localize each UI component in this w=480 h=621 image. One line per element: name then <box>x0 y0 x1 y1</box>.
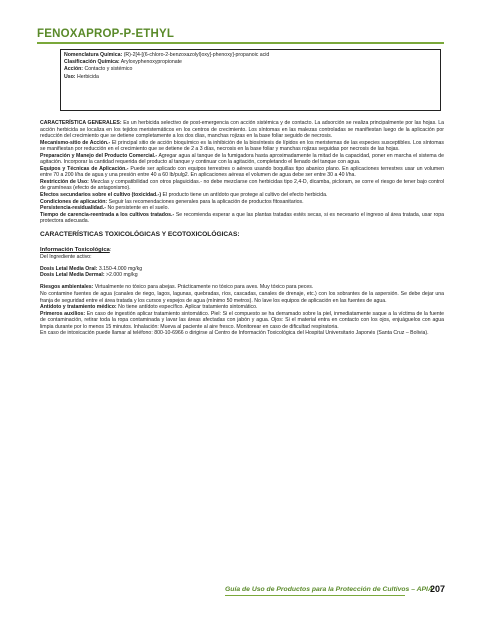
nomenclatura-label: Nomenclatura Química: <box>64 52 123 58</box>
product-info-box <box>60 49 441 111</box>
page-title: FENOXAPROP-P-ETHYL <box>37 28 175 40</box>
clasificacion-label: Clasificación Química: <box>64 59 120 66</box>
tiempo-paragraph <box>40 212 444 225</box>
condiciones-text: Seguir las recomendaciones generales para la aplicación de productos fitosanitarios. <box>108 198 304 205</box>
primeros-paragraph <box>40 311 444 331</box>
persistencia-label: Persistencia-residualidad.- <box>40 205 107 212</box>
tiempo-text: Se recomienda esperar a que las plantas tratadas estés secas, si es necesario el ingreso al área tratada, usar ropa protectora adecuada. <box>40 211 444 225</box>
riesgos-label: Riesgos ambientales: <box>40 284 94 291</box>
page-number: 207 <box>429 584 445 594</box>
caracteristicas-label: CARACTERÍSTICA GENERALES: <box>40 120 122 126</box>
uso-row <box>64 74 437 81</box>
info-tox-sub: Del Ingrediente activo: <box>40 253 92 260</box>
oral-value: 3.150-4.000 mg/kg <box>98 265 143 272</box>
persistencia-text: No persistente en el suelo. <box>107 205 169 212</box>
dermal-value: >2.000 mg/kg <box>106 272 138 279</box>
accion-value: Contacto y sistémico <box>84 66 133 73</box>
mecanismo-text: El principal sitio de acción bioquímico es la inhibición de la biosíntesis de lípidos en los meristemas de las especies susceptibles. Los síntomas se manifiestan por reducción en el crecimiento que se detiene de 2 a 3 días, necrosis en la base foliar y manchas rojizas seguidas por necrosis de las hojas. <box>40 139 444 153</box>
nomenclatura-row <box>64 52 437 59</box>
equipos-paragraph <box>40 166 444 179</box>
document-body <box>40 120 444 337</box>
caracteristicas-text: Es un herbicida selectivo de post-emergencia con acción sistémica y de contacto. La adsorción se realiza principalmente por las hojas. La acción herbicida se localiza en los tejidos meristemáticos en los centros de crecimiento. Los síntomas en las malezas controladas se manifiestan luego de la aplicación por reducción del crecimiento que se detiene completamente a los dos días, manchas rojizas en la base foliar seguido de necrosis. <box>40 120 444 140</box>
preparacion-paragraph <box>40 153 444 166</box>
preparacion-text: Agregar agua al tanque de la fumigadora hasta aproximadamente la mitad de la capacidad, poner en marcha el sistema de agitación. Incorporar la cantidad requerida del producto al tanque y continuar con la agitación, completando el llenado del tanque con agua. <box>40 152 444 166</box>
uso-label: Uso: <box>64 73 76 80</box>
nomenclatura-value: (R)-2[4-[(6-chloro-2-benzoxazolyl)oxy]-phenoxy]-propanoic acid <box>123 52 270 58</box>
oral-label: Dosis Letal Media Oral: <box>40 265 98 272</box>
tox-section-heading: CARACTERÍSTICAS TOXICOLÓGICAS Y ECOTOXICOLÓGICAS: <box>40 230 240 238</box>
restriccion-paragraph <box>40 179 444 192</box>
tiempo-label: Tiempo de carencia-reentrada a los cultivos tratados.- <box>40 211 175 218</box>
footer-title: Guía de Uso de Productos para la Protección de Cultivos – APIA <box>225 586 433 593</box>
restriccion-label: Restricción de Uso: <box>40 178 89 185</box>
title-divider <box>37 42 444 44</box>
efectos-label: Efectos secundarios sobre el cultivo (toxicidad.-) <box>40 192 162 199</box>
mecanismo-label: Mecanismo-sitio de Acción.- <box>40 139 111 146</box>
riesgos-paragraph-2: No contamine fuentes de agua (canales de riego, lagos, lagunas, quebradas, ríos, cascadas, canales de drenaje, etc.) con los sobrantes de la aspersión. Se debe dejar una franja de seguridad entre el área tratada y los cursos y espejos de agua (mínimo 50 metros). No lave los equipos de aplicación en las fuentes de agua. <box>40 291 444 304</box>
equipos-text: Puede ser aplicado con equipos terrestres o aéreos usando boquillas tipo abanico plano. En aplicaciones terrestres usar un volumen entre 70 a 200 l/ha de agua y una presión entre 40 a 60 lb/pulg2. En aplicaciones aéreas el volumen de agua debe ser entre 30 a 40 l/ha. <box>40 165 444 179</box>
page-footer <box>225 586 445 600</box>
clasificacion-value: Aryloxyphenoxypropionate <box>120 59 182 66</box>
accion-label: Acción: <box>64 66 84 73</box>
antidoto-label: Antídoto y tratamiento médico: <box>40 304 117 311</box>
intox-paragraph: En caso de intoxicación puede llamar al teléfono: 800-10-6966 o dirigirse al Centro de Información Toxicológica del Hospital Universitario Japonés (Santa Cruz – Bolivia). <box>40 330 429 337</box>
dermal-label: Dosis Letal Media Dermal: <box>40 272 105 279</box>
riesgos-text: Virtualmente no tóxico para abejas. Prácticamente no tóxico para aves. Muy tóxico para peces. <box>94 284 314 291</box>
primeros-label: Primeros auxilios: <box>40 310 86 317</box>
antidoto-text: No tiene antídoto específico. Aplicar tratamiento sintomático. <box>118 304 258 311</box>
restriccion-text: Mezclas y compatibilidad con otros plaguicidas.- no debe mezclarse con herbicidas tipo 2,4-D, dicamba, picloram, se corre el riesgo de tener bajo control de gramíneas (efecto de antagonismo). <box>40 178 444 192</box>
uso-value: Herbicida <box>76 73 99 80</box>
clasificacion-row <box>64 59 437 66</box>
footer-divider <box>225 595 405 596</box>
primeros-text: En caso de ingestión aplicar tratamiento sintomático. Piel: Si el compuesto se ha derramado sobre la piel, inmediatamente saque a la víctima de la fuente de contaminación, retirar toda la ropa contaminada y lavar las áreas afectadas con jabón y agua. Ojos: Si el material entra en contacto con los ojos, enjuáguelos con agua limpia durante por lo menos 15 minutos. Inhalación: Mueva al paciente al aire fresco. Monitorear en caso de dificultad respiratoria. <box>40 310 444 330</box>
accion-row <box>64 66 437 73</box>
efectos-text: El producto tiene un antídoto que protege al cultivo del efecto herbicida. <box>162 192 328 199</box>
info-tox-line: Información Toxicológica: <box>40 247 112 254</box>
equipos-label: Equipos y Técnicas de Aplicación.- <box>40 165 129 172</box>
preparacion-label: Preparación y Manejo del Producto Comercial.- <box>40 152 158 159</box>
condiciones-label: Condiciones de aplicación: <box>40 198 108 205</box>
caracteristicas-paragraph <box>40 120 444 140</box>
info-tox-label: Información Toxicológica <box>40 247 110 254</box>
mecanismo-paragraph <box>40 140 444 153</box>
